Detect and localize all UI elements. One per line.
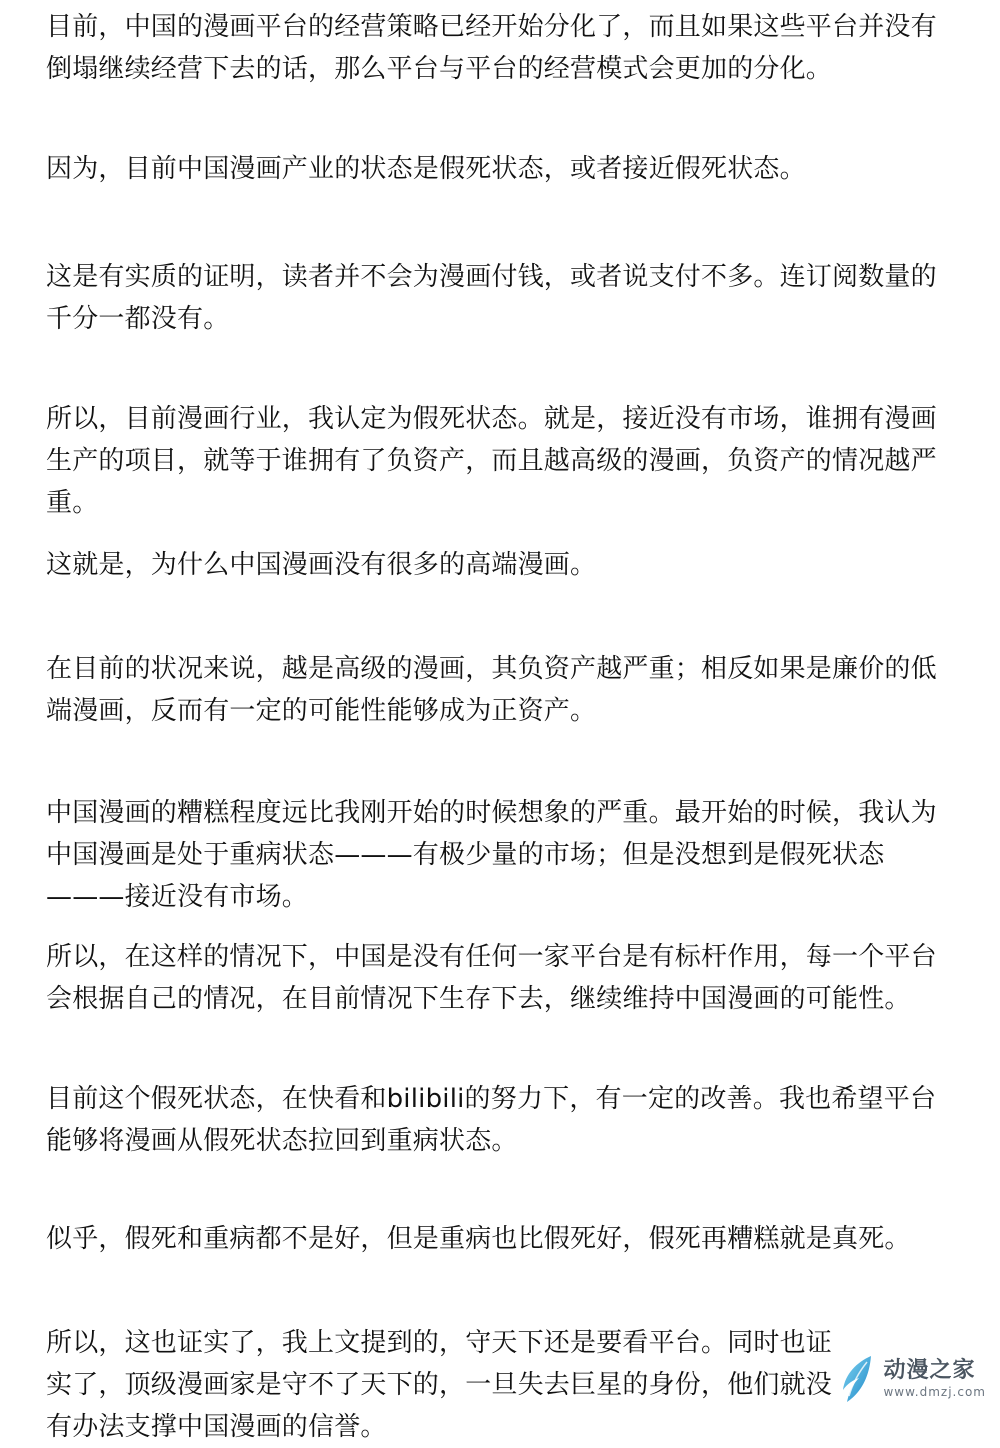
article-paragraph-9: 目前这个假死状态，在快看和bilibili的努力下，有一定的改善。我也希望平台能够将漫画从假死状态拉回到重病状态。 bbox=[46, 1084, 937, 1156]
watermark-name: 动漫之家 bbox=[883, 1358, 976, 1383]
feather-logo-icon bbox=[837, 1354, 877, 1404]
article-paragraph-1: 目前，中国的漫画平台的经营策略已经开始分化了，而且如果这些平台并没有倒塌继续经营下去的话，那么平台与平台的经营模式会更加的分化。 bbox=[46, 12, 937, 84]
article-paragraph-5: 这就是，为什么中国漫画没有很多的高端漫画。 bbox=[46, 550, 597, 580]
site-watermark bbox=[837, 1354, 986, 1404]
article-paragraph-3: 这是有实质的证明，读者并不会为漫画付钱，或者说支付不多。连订阅数量的千分一都没有。 bbox=[46, 262, 937, 334]
article-paragraph-10: 似乎，假死和重病都不是好，但是重病也比假死好，假死再糟糕就是真死。 bbox=[46, 1224, 911, 1254]
article-paragraph-2: 因为，目前中国漫画产业的状态是假死状态，或者接近假死状态。 bbox=[46, 154, 806, 184]
watermark-url: www.dmzj.com bbox=[883, 1385, 986, 1399]
article-paragraph-8: 所以，在这样的情况下，中国是没有任何一家平台是有标杆作用，每一个平台会根据自己的情况，在目前情况下生存下去，继续维持中国漫画的可能性。 bbox=[46, 942, 937, 1014]
article-paragraph-7: 中国漫画的糟糕程度远比我刚开始的时候想象的严重。最开始的时候，我认为中国漫画是处于重病状态———有极少量的市场；但是没想到是假死状态———接近没有市场。 bbox=[46, 798, 937, 912]
article-paragraph-11: 所以，这也证实了，我上文提到的，守天下还是要看平台。同时也证实了，顶级漫画家是守不了天下的，一旦失去巨星的身份，他们就没有办法支撑中国漫画的信誉。 bbox=[46, 1328, 833, 1442]
article-paragraph-6: 在目前的状况来说，越是高级的漫画，其负资产越严重；相反如果是廉价的低端漫画，反而有一定的可能性能够成为正资产。 bbox=[46, 654, 937, 726]
article-paragraph-4: 所以，目前漫画行业，我认定为假死状态。就是，接近没有市场，谁拥有漫画生产的项目，就等于谁拥有了负资产，而且越高级的漫画，负资产的情况越严重。 bbox=[46, 404, 937, 518]
